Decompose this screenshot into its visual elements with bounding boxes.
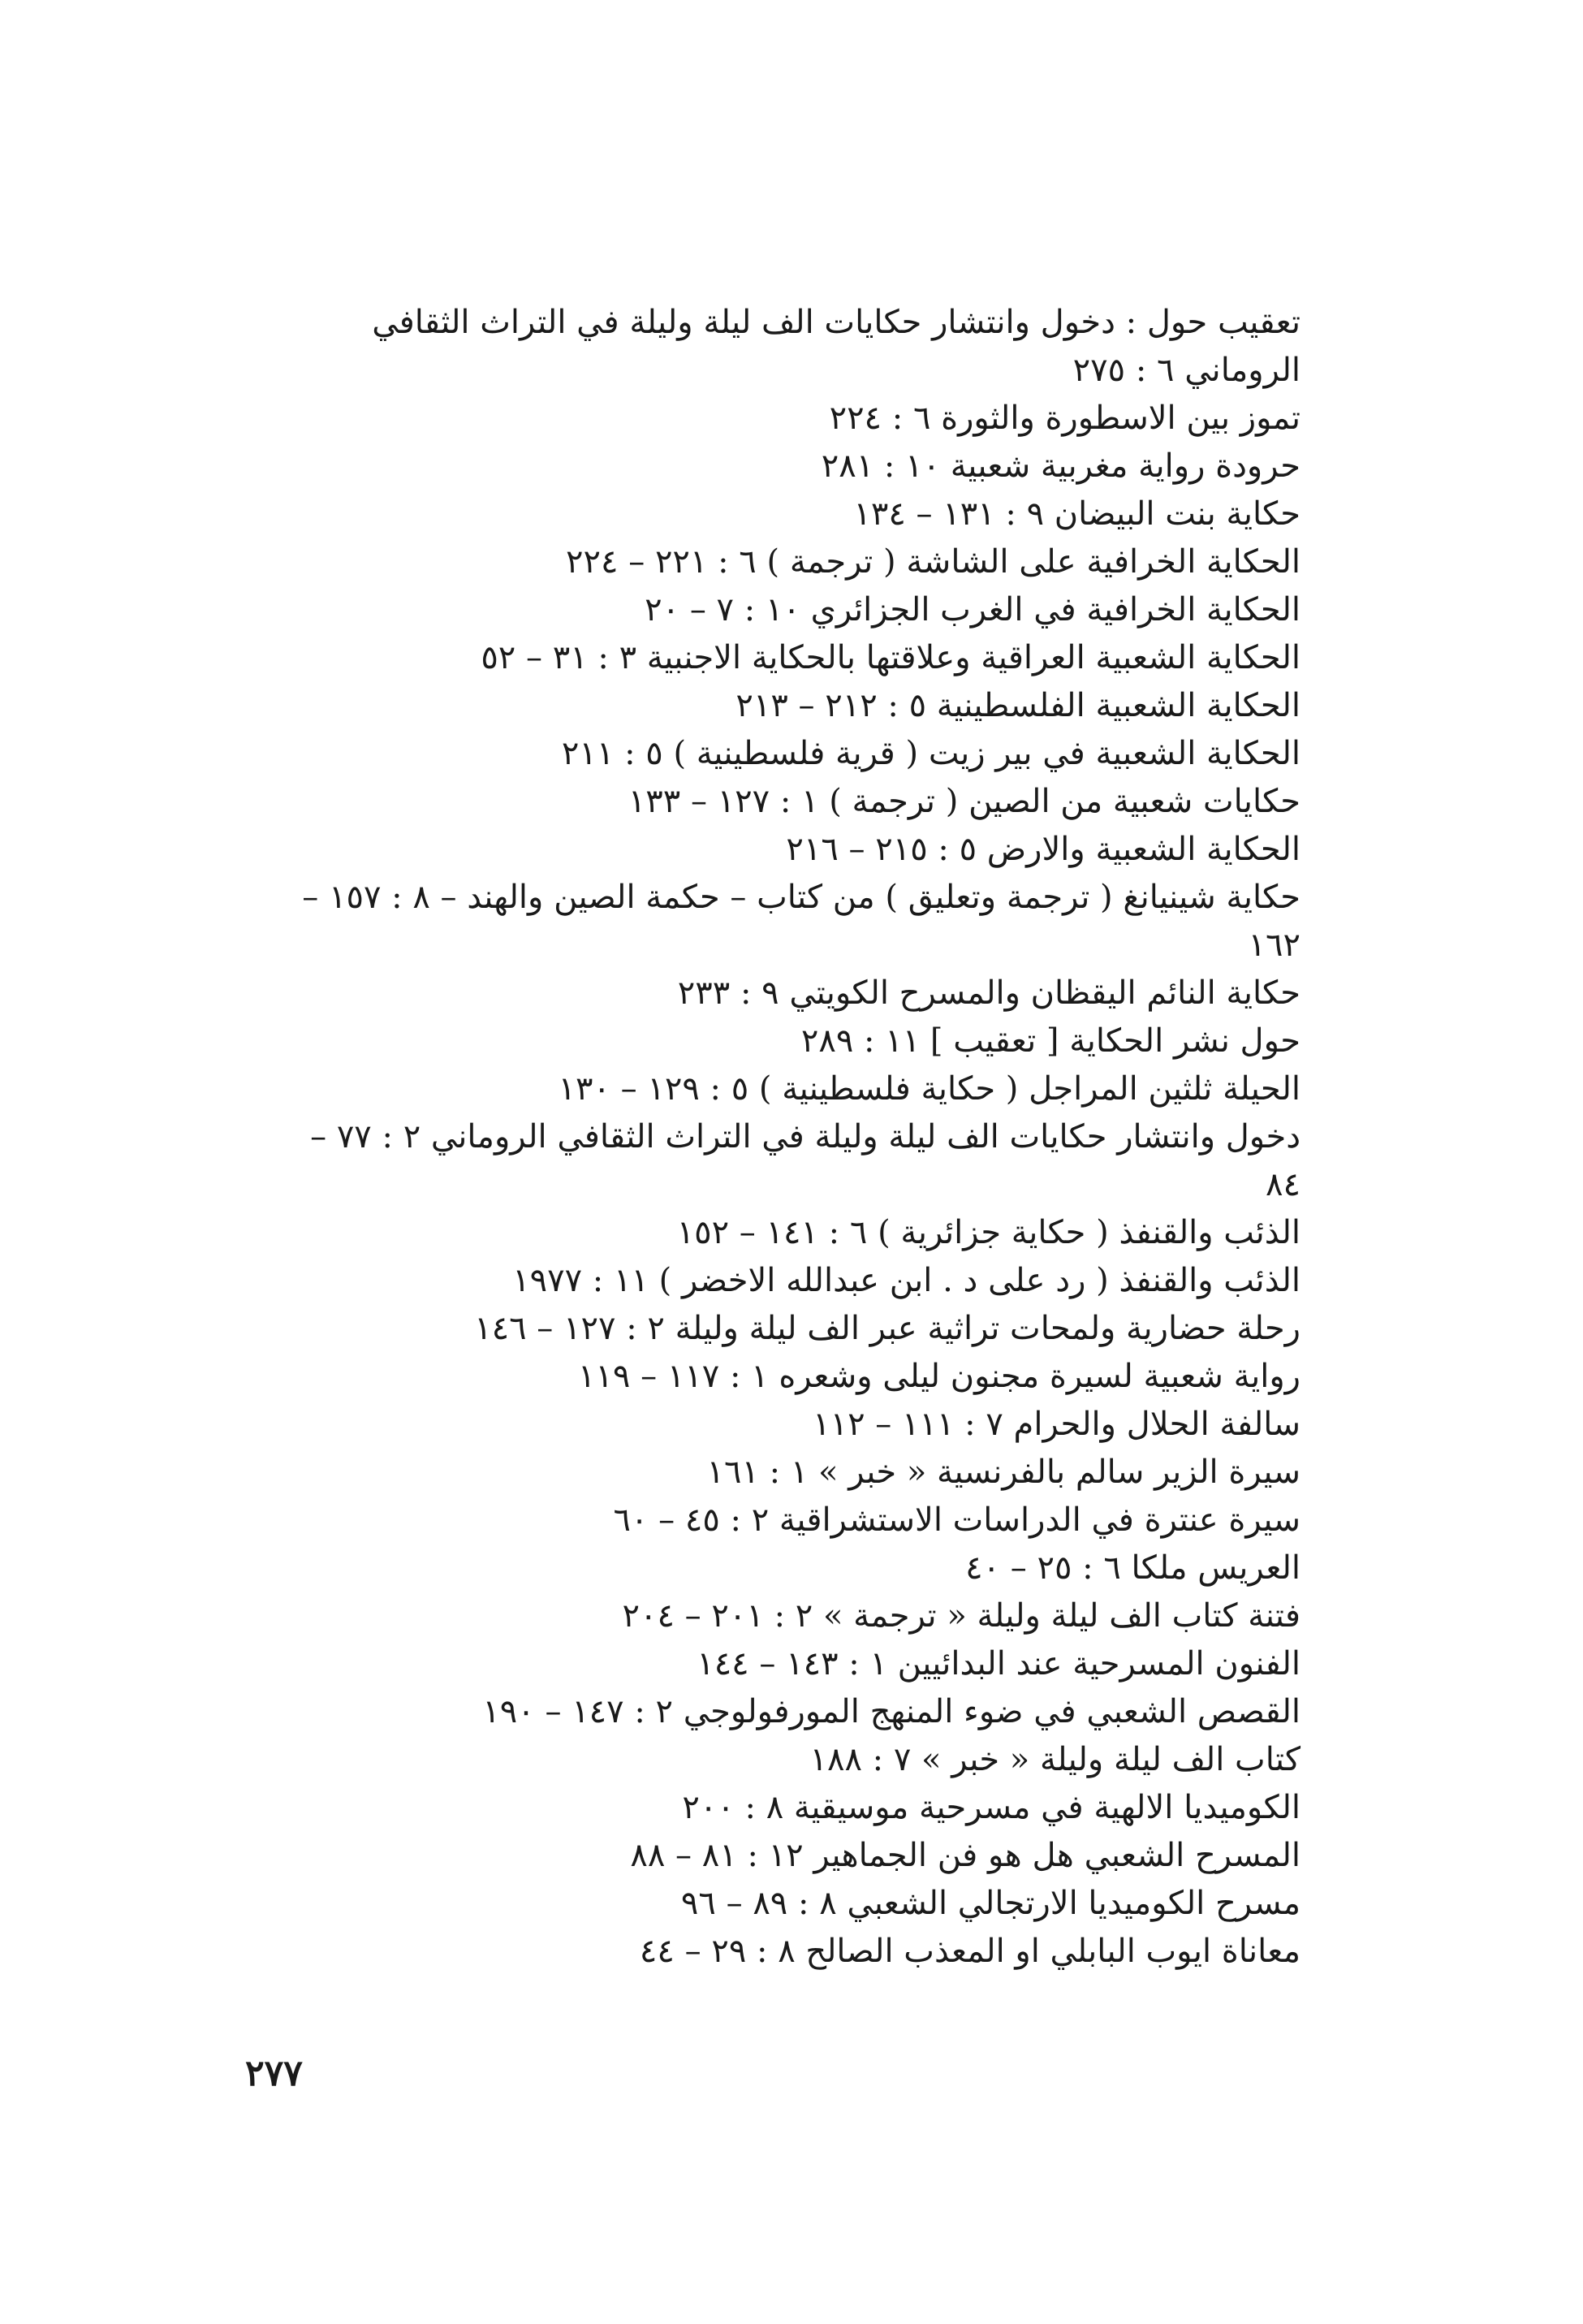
index-list bbox=[278, 299, 1300, 1976]
index-entry: الفنون المسرحية عند البدائيين ١ : ١٤٣ – ١٤٤ bbox=[697, 1645, 1300, 1683]
index-entry: سيرة عنترة في الدراسات الاستشراقية ٢ : ٤٥ – ٦٠ bbox=[613, 1501, 1300, 1539]
index-entry: الحكاية الشعبية الفلسطينية ٥ : ٢١٢ – ٢١٣ bbox=[735, 687, 1300, 724]
index-entry: معاناة ايوب البابلي او المعذب الصالح ٨ : ٢٩ – ٤٤ bbox=[639, 1933, 1300, 1970]
index-entry: حول نشر الحكاية [ تعقيب ] ١١ : ٢٨٩ bbox=[800, 1022, 1300, 1060]
index-entry: الحكاية الخرافية في الغرب الجزائري ١٠ : ٧ – ٢٠ bbox=[645, 591, 1300, 629]
index-entry: الحيلة ثلثين المراجل ( حكاية فلسطينية ) ٥ : ١٢٩ – ١٣٠ bbox=[558, 1070, 1300, 1108]
index-entry: القصص الشعبي في ضوء المنهج المورفولوجي ٢ : ١٤٧ – ١٩٠ bbox=[482, 1693, 1300, 1730]
index-entry: كتاب الف ليلة وليلة « خبر » ٧ : ١٨٨ bbox=[809, 1741, 1300, 1778]
index-entry: الحكاية الشعبية العراقية وعلاقتها بالحكاية الاجنبية ٣ : ٣١ – ٥٢ bbox=[481, 639, 1300, 676]
index-entry: فتنة كتاب الف ليلة وليلة « ترجمة » ٢ : ٢٠١ – ٢٠٤ bbox=[622, 1597, 1300, 1635]
index-entry: الذئب والقنفذ ( رد على د . ابن عبدالله الاخضر ) ١١ : ١٩٧٧ bbox=[512, 1262, 1300, 1299]
index-entry: رحلة حضارية ولمحات تراثية عبر الف ليلة وليلة ٢ : ١٢٧ – ١٤٦ bbox=[474, 1310, 1300, 1347]
index-entry: الكوميديا الالهية في مسرحية موسيقية ٨ : ٢٠٠ bbox=[682, 1789, 1300, 1826]
index-entry: الحكاية الشعبية في بير زيت ( قرية فلسطينية ) ٥ : ٢١١ bbox=[561, 735, 1300, 772]
index-entry: سالفة الحلال والحرام ٧ : ١١١ – ١١٢ bbox=[813, 1406, 1300, 1443]
index-entry: سيرة الزير سالم بالفرنسية « خبر » ١ : ١٦١ bbox=[706, 1454, 1300, 1491]
index-entry: الحكاية الخرافية على الشاشة ( ترجمة ) ٦ : ٢٢١ – ٢٢٤ bbox=[566, 543, 1300, 581]
index-entry: العريس ملكا ٦ : ٢٥ – ٤٠ bbox=[965, 1549, 1300, 1587]
index-entry: مسرح الكوميديا الارتجالي الشعبي ٨ : ٨٩ – ٩٦ bbox=[680, 1885, 1300, 1922]
index-entry: حكاية شينيانغ ( ترجمة وتعليق ) من كتاب – حكمة الصين والهند – ٨ : ١٥٧ – ١٦٢ bbox=[302, 879, 1300, 964]
page-number: ٢٧٧ bbox=[245, 2053, 303, 2094]
index-entry: المسرح الشعبي هل هو فن الجماهير ١٢ : ٨١ – ٨٨ bbox=[630, 1837, 1300, 1874]
index-entry: رواية شعبية لسيرة مجنون ليلى وشعره ١ : ١١٧ – ١١٩ bbox=[577, 1358, 1300, 1395]
index-entry: حرودة رواية مغربية شعبية ١٠ : ٢٨١ bbox=[821, 447, 1300, 485]
index-entry: دخول وانتشار حكايات الف ليلة وليلة في التراث الثقافي الروماني ٢ : ٧٧ – ٨٤ bbox=[310, 1118, 1300, 1203]
index-entry: تعقيب حول : دخول وانتشار حكايات الف ليلة وليلة في التراث الثقافي الروماني ٦ : ٢٧٥ bbox=[372, 304, 1300, 389]
index-entry: حكاية بنت البيضان ٩ : ١٣١ – ١٣٤ bbox=[853, 495, 1300, 533]
index-entry: تموز بين الاسطورة والثورة ٦ : ٢٢٤ bbox=[829, 400, 1300, 437]
index-entry: حكاية النائم اليقظان والمسرح الكويتي ٩ : ٢٣٣ bbox=[677, 974, 1300, 1012]
index-entry: الحكاية الشعبية والارض ٥ : ٢١٥ – ٢١٦ bbox=[786, 831, 1300, 868]
index-entry: الذئب والقنفذ ( حكاية جزائرية ) ٦ : ١٤١ – ١٥٢ bbox=[676, 1214, 1300, 1251]
index-entry: حكايات شعبية من الصين ( ترجمة ) ١ : ١٢٧ – ١٣٣ bbox=[628, 783, 1300, 820]
